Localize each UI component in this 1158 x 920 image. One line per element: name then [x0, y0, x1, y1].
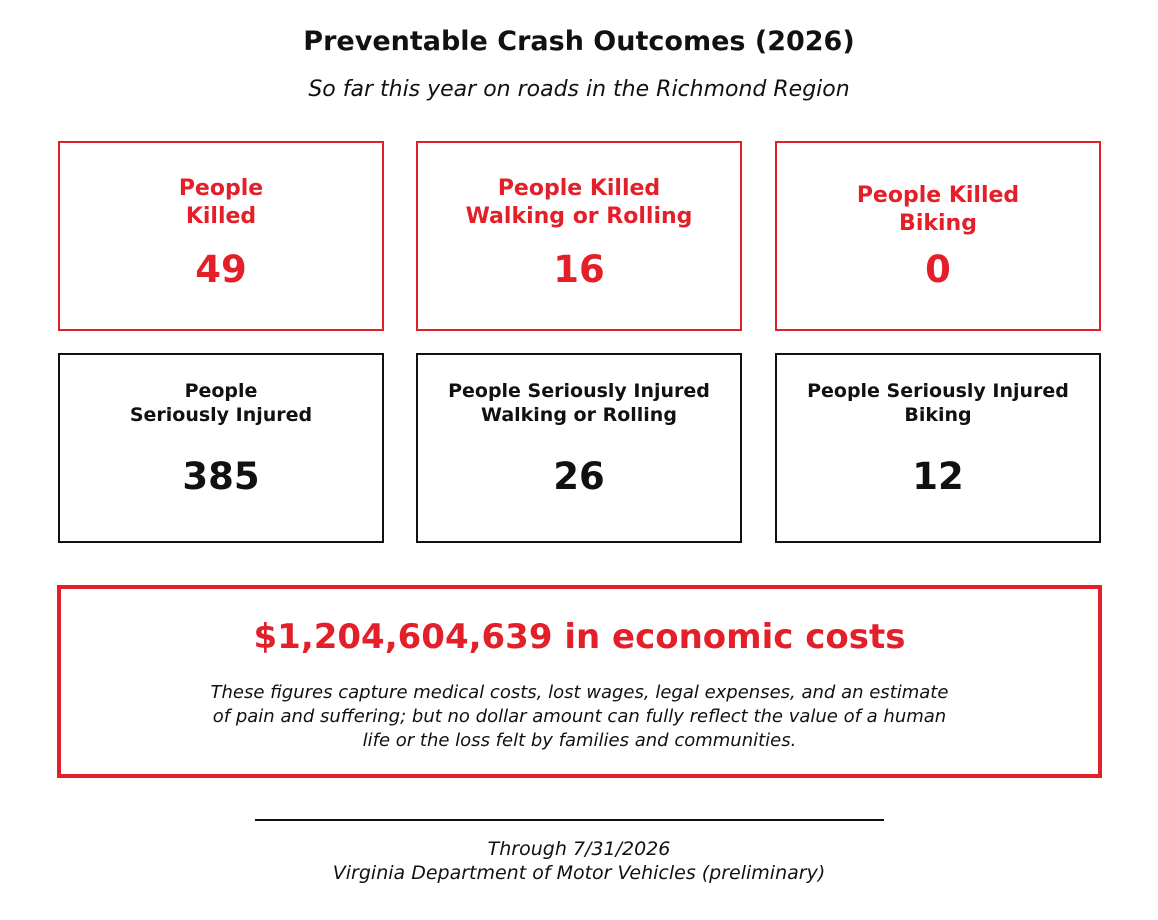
card-label: [418, 175, 740, 231]
page-subtitle: So far this year on roads in the Richmond Region: [308, 77, 850, 102]
card-label-line2: Seriously Injured: [129, 404, 313, 426]
card-label: [60, 175, 382, 231]
card-label-line1: People Seriously Injured: [448, 380, 710, 402]
card-value: 385: [182, 455, 260, 498]
economic-costs-note: These figures capture medical costs, lost wages, legal expenses, and an estimate of pain and suffering; but no dollar amount can fully reflect the value of a human life or the loss felt by families and communities.: [210, 682, 949, 751]
card-value: 0: [925, 248, 951, 291]
card-people-injured-biking: [775, 353, 1101, 543]
card-label-line1: People: [184, 380, 258, 402]
card-label: [418, 379, 740, 427]
card-label-line2: Walking or Rolling: [465, 204, 693, 229]
footer-divider: [255, 819, 884, 821]
card-label-line1: People: [178, 176, 264, 201]
card-label: [777, 182, 1099, 238]
card-people-injured: [58, 353, 384, 543]
card-value: 16: [553, 248, 605, 291]
card-people-killed-biking: [775, 141, 1101, 331]
footer-date: Through 7/31/2026: [487, 838, 671, 860]
card-label-line2: Walking or Rolling: [481, 404, 677, 426]
card-people-injured-walking: [416, 353, 742, 543]
card-label-line2: Biking: [899, 211, 977, 236]
card-label: [60, 379, 382, 427]
card-people-killed: [58, 141, 384, 331]
footer-source: Virginia Department of Motor Vehicles (preliminary): [332, 862, 826, 884]
card-label-line1: People Seriously Injured: [807, 380, 1069, 402]
card-value: 49: [195, 248, 247, 291]
card-label: [777, 379, 1099, 427]
card-people-killed-walking: [416, 141, 742, 331]
economic-costs-box: [57, 585, 1102, 778]
card-label-line2: Biking: [904, 404, 972, 426]
page-title: Preventable Crash Outcomes (2026): [303, 26, 855, 57]
card-label-line2: Killed: [185, 204, 257, 229]
card-label-line1: People Killed: [497, 176, 661, 201]
card-value: 12: [912, 455, 964, 498]
card-label-line1: People Killed: [856, 183, 1020, 208]
card-value: 26: [553, 455, 605, 498]
economic-costs-headline: $1,204,604,639 in economic costs: [253, 617, 906, 657]
